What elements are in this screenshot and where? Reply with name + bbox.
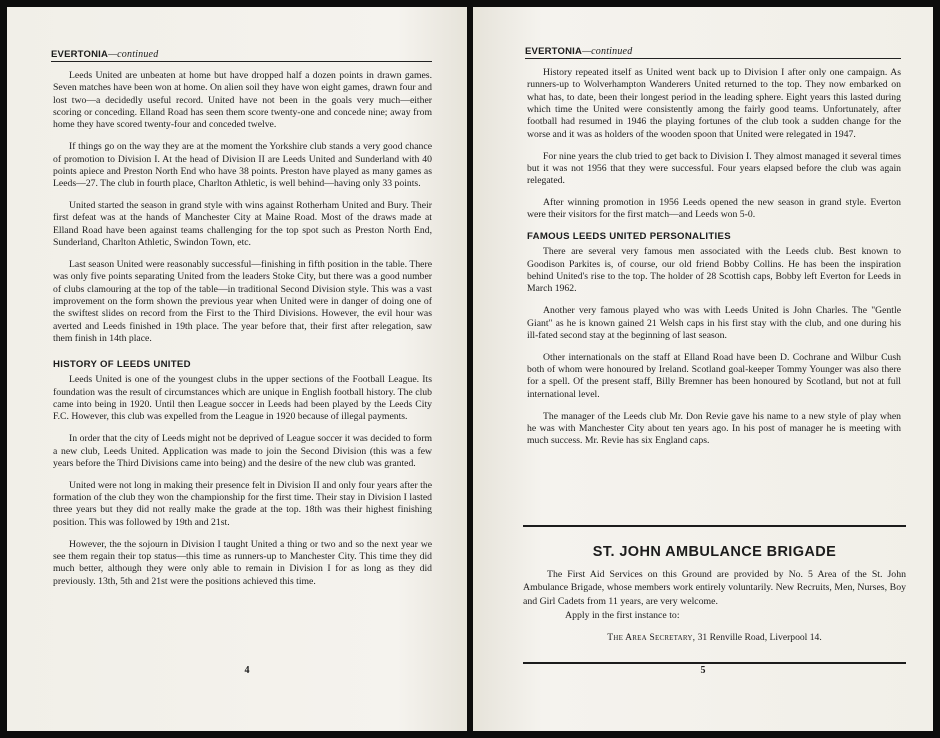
paragraph: Leeds United are unbeaten at home but have dropped half a dozen points in drawn games. Seven matches have been won at home. On alien soil they have won eight games, drawn four and lost two—a decidedly useful record. United have not been in the goals very much—either scoring or conceding. Elland Road has seen them score twenty-one and concede nine; away from home they have scored twenty-four and conceded twelve. [53, 70, 432, 131]
notice-address [523, 631, 906, 644]
running-head-left [51, 49, 432, 62]
paragraph: Last season United were reasonably successful—finishing in fifth position in the table. There was only five points separating United from the leaders Stoke City, but there was a good number of clubs clamouring at the top of the table—in traditional Second Division style. This was a vast improvement on the form shown the previous year when United were in danger of doing one of the swiftest slides on record from the First to the Third Divisions. However, the evil hour was averted and Leeds finished in 19th place. The year before that, their first after relegation, saw them finish in 14th place. [53, 258, 432, 345]
running-head-right [525, 46, 901, 59]
notice-body: The First Aid Services on this Ground are provided by No. 5 Area of the St. John Ambulance Brigade, whose members work entirely voluntarily. New Recruits, Men, Nurses, Boy and Girl Cadets from 11 years, are very welcome. [523, 569, 906, 607]
personalities-heading: FAMOUS LEEDS UNITED PERSONALITIES [527, 231, 731, 243]
address-name: The Area Secretary, [607, 631, 696, 643]
page-right [473, 7, 933, 731]
paragraph: In order that the city of Leeds might not be deprived of League soccer it was decided to form a new club, Leeds United. Application was made to join the Second Division (this was a few years before the Third Divisions came into being) and the desire of the new club was granted. [53, 433, 432, 469]
running-head-title: EVERTONIA [51, 49, 109, 60]
paragraph: There are several very famous men associated with the Leeds club. Best known to Goodison Parkites is, of course, our old friend Bobby Collins. He has been the inspiration behind United's rise to the top. The holder of 28 Scottish caps, Bobby left Everton for Leeds in March 1962. [527, 246, 901, 295]
paragraph: For nine years the club tried to get back to Division I. They almost managed it several times but it was not 1956 that they were successful. Four years elapsed before the club was again relegated. [527, 150, 901, 187]
notice-bottom-rule [523, 662, 906, 664]
paragraph: Other internationals on the staff at Elland Road have been D. Cochrane and Wilbur Cush both of whom were honoured by Ireland. Scotland goal-keeper Tommy Younger was also there for a spell. Of the present staff, Billy Bremner has been honoured by Scotland, but not at full international level. [527, 351, 901, 400]
running-head-suffix: —continued [108, 49, 159, 60]
paragraph: Leeds United is one of the youngest clubs in the upper sections of the Football League. Its foundation was the result of circumstances which are unique in English football history. The club came into being in 1920. Until then League soccer in Leeds had been played by the Leeds City F.C. However, this club was expelled from the League in 1920 because of illegal payments. [53, 374, 432, 423]
notice-apply: Apply in the first instance to: [565, 610, 680, 622]
running-head-title: EVERTONIA [525, 46, 583, 57]
paragraph: United started the season in grand style with wins against Rotherham United and Bury. Their first defeat was at the hands of Manchester City at Maine Road. Most of the draws made at Elland Road have been against teams challenging for the top spot such as Preston North End, Sunderland, Charlton Athletic, Swindon Town, etc. [53, 200, 432, 249]
paragraph: The manager of the Leeds club Mr. Don Revie gave his name to a new style of play when he was with Manchester City about ten years ago. In his post of manager he is meeting with much success. Mr. Revie has six England caps. [527, 410, 901, 447]
ambulance-notice [523, 525, 906, 664]
paragraph: However, the the sojourn in Division I taught United a thing or two and so the next year we see them regain their top status—this time as runners-up to Manchester City. This time they did much better, although they were only able to remain in Division I for as long as they did previously. 13th, 5th and 21st were the positions achieved this time. [53, 538, 432, 587]
paragraph: Another very famous played who was with Leeds United is John Charles. The "Gentle Giant" as he is known gained 21 Welsh caps in his first stay with the club, and one during his ill-fated second stay at the beginning of last season. [527, 305, 901, 341]
notice-top-rule [523, 525, 906, 527]
page-number-right: 5 [700, 665, 706, 676]
running-head-suffix: —continued [582, 46, 633, 57]
page-number-left: 4 [244, 665, 250, 676]
notice-title: ST. JOHN AMBULANCE BRIGADE [592, 544, 837, 560]
paragraph: If things go on the way they are at the moment the Yorkshire club stands a very good chance of promotion to Division I. At the head of Division II are Leeds United and Sunderland with 40 points apiece and Preston North End who have 38 points. Preston have played as many games as Leeds—27. The club in fourth place, Charlton Athletic, is well behind—having only 33 points. [53, 141, 432, 190]
history-heading: HISTORY OF LEEDS UNITED [53, 359, 191, 371]
page-left [7, 7, 467, 731]
paragraph: United were not long in making their presence felt in Division II and only four years after the formation of the club they won the championship for the first time. Their stay in Division I lasted three years but they did not really make the grade at the top. 18th was their highest finishing position. This was followed by 19th and 21st. [53, 479, 432, 528]
address-rest: 31 Renville Road, Liverpool 14. [695, 631, 822, 643]
programme-spread [5, 5, 935, 733]
paragraph: After winning promotion in 1956 Leeds opened the new season in grand style. Everton were their visitors for the first match—and Leeds won 5-0. [527, 197, 901, 221]
paragraph: History repeated itself as United went back up to Division I after only one campaign. As runners-up to Wolverhampton Wanderers United returned to the top. They now embarked on what has, to date, been their longest period in the leading sphere. Eight years this lasted during which time the United were consistently among the fairly good teams. Unfortunately, after football had resumed in 1946 the playing fortunes of the club took a sudden change for the worse and it was as holders of the wooden spoon that United were relegated in 1947. [527, 67, 901, 140]
